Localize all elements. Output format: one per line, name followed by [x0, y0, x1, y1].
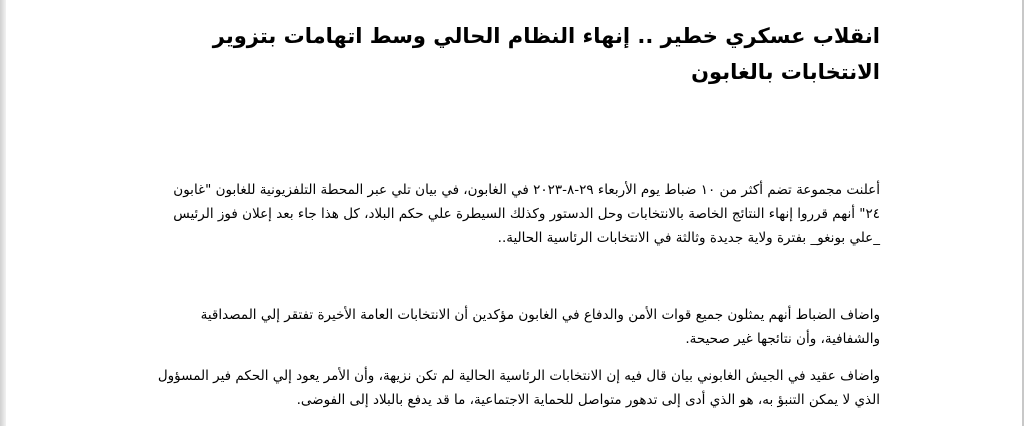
page-left-edge [0, 0, 6, 426]
article-title: انقلاب عسكري خطير .. إنهاء النظام الحالي وسط اتهامات بتزوير الانتخابات بالغابون [212, 24, 880, 84]
article-paragraph-3: واضاف عقيد في الجيش الغابوني بيان قال فيه إن الانتخابات الرئاسية الحالية لم تكن نزيهة، وأن الأمر يعود إلي الحكم فير المسؤول الذي لا يمكن التنبؤ به، هو الذي أدى إلى تدهور متواصل للحماية الاجتماعية، ما قد يدفع بالبلاد إلى الفوضى. [157, 368, 880, 408]
article-paragraph-1: أعلنت مجموعة تضم أكثر من ١٠ ضباط يوم الأربعاء ٢٩-٨-٢٠٢٣ في الغابون، في بيان تلي عبر المحطة التلفزيونية للغابون "غابون ٢٤" أنهم قرروا إنهاء النتائج الخاصة بالانتخابات وحل الدستور وكذلك السيطرة علي حكم البلاد، كل هذا جاء بعد إعلان فوز الرئيس _علي بونغو_ بفترة ولاية جديدة وثالثة في الانتخابات الرئاسية الحالية.. [173, 182, 880, 246]
article-paragraph-2: واضاف الضباط أنهم يمثلون جميع قوات الأمن والدفاع في الغابون مؤكدين أن الانتخابات العامة الأخيرة تفتقر إلي المصداقية والشفافية، وأن نتائجها غير صحيحة. [200, 307, 880, 347]
